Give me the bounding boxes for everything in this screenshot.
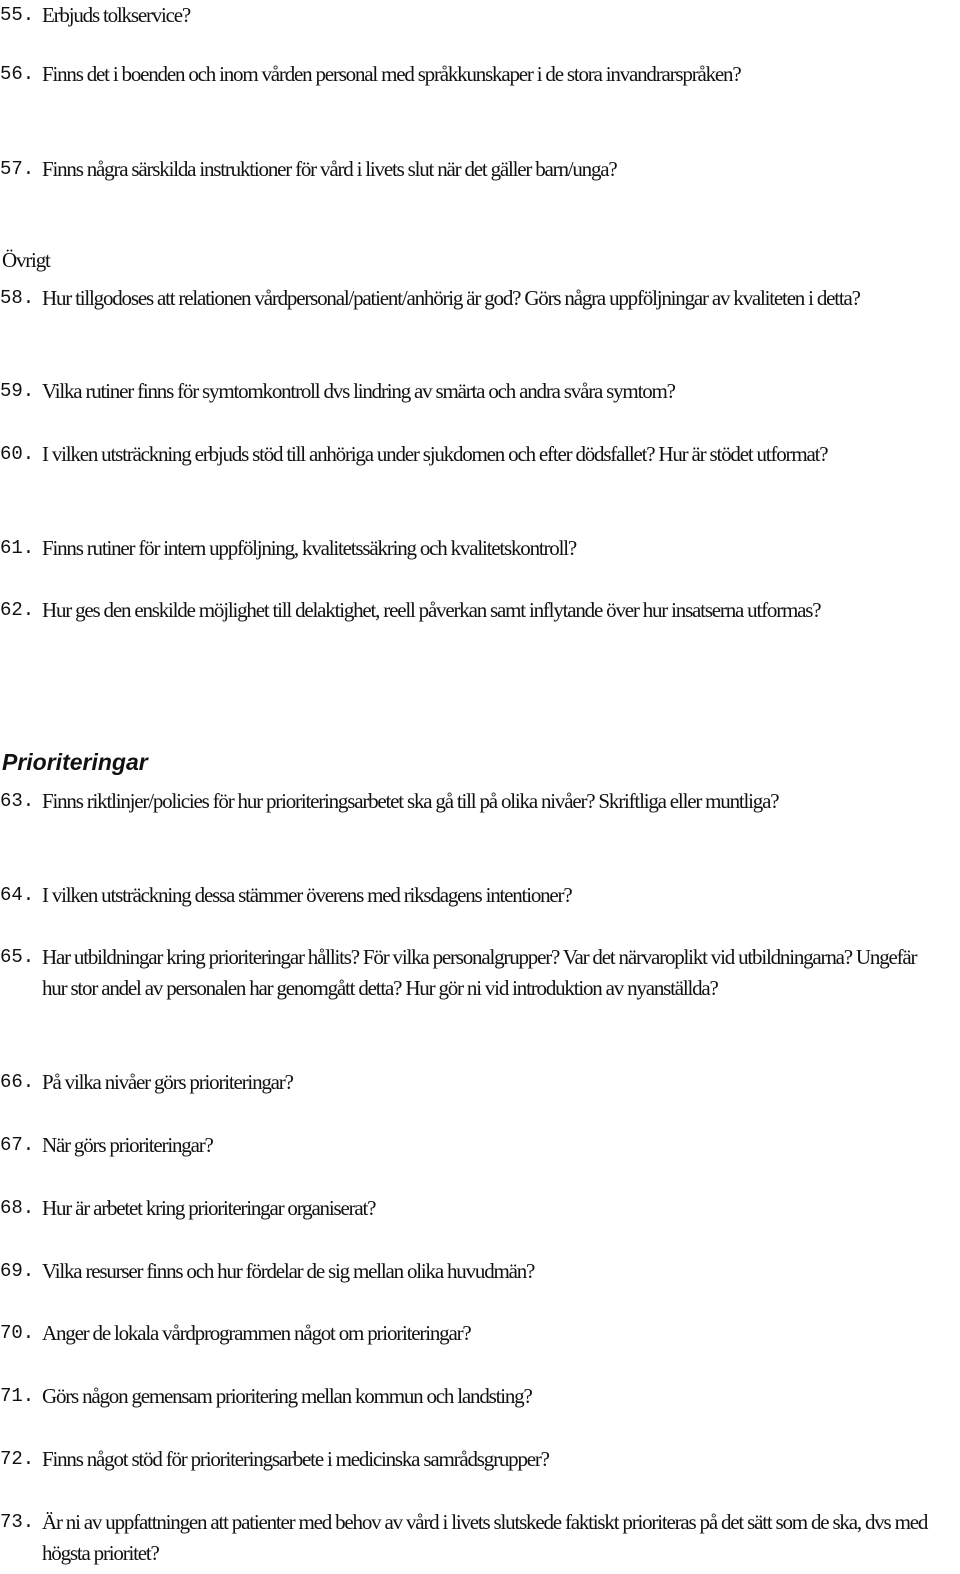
question-60 [0, 439, 940, 470]
question-text: Hur tillgodoses att relationen vårdpersonal/patient/anhörig är god? Görs några uppföljningar av kvaliteten i detta? [42, 286, 860, 310]
question-text: Finns rutiner för intern uppföljning, kvalitetssäkring och kvalitetskontroll? [42, 536, 576, 560]
question-text: Finns något stöd för prioriteringsarbete i medicinska samrådsgrupper? [42, 1447, 549, 1471]
question-text: Finns riktlinjer/policies för hur prioriteringsarbetet ska gå till på olika nivåer? Skriftliga eller muntliga? [42, 789, 779, 813]
question-text: Är ni av uppfattningen att patienter med behov av vård i livets slutskede faktiskt prioriteras på det sätt som de ska, dvs med högsta prioritet? [42, 1510, 928, 1565]
question-69 [0, 1256, 940, 1287]
question-number: 71. [0, 1385, 35, 1407]
question-number: 62. [0, 599, 35, 621]
question-58 [0, 283, 940, 314]
question-72 [0, 1444, 940, 1475]
question-number: 63. [0, 790, 35, 812]
question-number: 60. [0, 443, 35, 465]
question-65 [0, 942, 940, 1004]
question-55 [0, 0, 940, 31]
question-number: 67. [0, 1134, 35, 1156]
question-number: 57. [0, 158, 35, 180]
question-text: Finns några särskilda instruktioner för vård i livets slut när det gäller barn/unga? [42, 157, 617, 181]
question-number: 70. [0, 1322, 35, 1344]
question-66 [0, 1067, 940, 1098]
question-text: Vilka rutiner finns för symtomkontroll dvs lindring av smärta och andra svåra symtom? [42, 379, 675, 403]
question-73 [0, 1507, 940, 1569]
section-title-ovrigt: Övrigt [2, 248, 50, 272]
question-number: 59. [0, 380, 35, 402]
question-61 [0, 533, 940, 564]
question-text: Hur är arbetet kring prioriteringar organiserat? [42, 1196, 376, 1220]
question-text: Finns det i boenden och inom vården personal med språkkunskaper i de stora invandrarspråken? [42, 62, 741, 86]
question-text: På vilka nivåer görs prioriteringar? [42, 1070, 293, 1094]
question-71 [0, 1381, 940, 1412]
question-number: 55. [0, 4, 35, 26]
question-number: 64. [0, 884, 35, 906]
question-text: Erbjuds tolkservice? [42, 3, 191, 27]
question-text: Har utbildningar kring prioriteringar hållits? För vilka personalgrupper? Var det närvaroplikt vid utbildningarna? Ungefär hur stor andel av personalen har genomgått detta? Hur gör ni vid introduktion av nyanställda? [42, 945, 917, 1000]
question-63 [0, 786, 940, 817]
question-number: 69. [0, 1260, 35, 1282]
question-text: Hur ges den enskilde möjlighet till delaktighet, reell påverkan samt inflytande över hur insatserna utformas? [42, 598, 821, 622]
question-text: Görs någon gemensam prioritering mellan kommun och landsting? [42, 1384, 532, 1408]
question-number: 66. [0, 1071, 35, 1093]
section-heading-prioriteringar: Prioriteringar [2, 749, 148, 775]
question-57 [0, 154, 940, 185]
question-text: Anger de lokala vårdprogrammen något om prioriteringar? [42, 1321, 471, 1345]
question-68 [0, 1193, 940, 1224]
question-59 [0, 376, 940, 407]
question-70 [0, 1318, 940, 1349]
question-number: 56. [0, 63, 35, 85]
question-number: 65. [0, 946, 35, 968]
question-text: I vilken utsträckning erbjuds stöd till anhöriga under sjukdomen och efter dödsfallet? Hur är stödet utformat? [42, 442, 828, 466]
question-56 [0, 59, 940, 90]
question-number: 58. [0, 287, 35, 309]
question-text: I vilken utsträckning dessa stämmer överens med riksdagens intentioner? [42, 883, 572, 907]
question-number: 72. [0, 1448, 35, 1470]
question-text: När görs prioriteringar? [42, 1133, 213, 1157]
question-67 [0, 1130, 940, 1161]
question-text: Vilka resurser finns och hur fördelar de sig mellan olika huvudmän? [42, 1259, 535, 1283]
question-62 [0, 595, 940, 626]
question-number: 61. [0, 537, 35, 559]
question-number: 68. [0, 1197, 35, 1219]
question-number: 73. [0, 1511, 35, 1533]
question-64 [0, 880, 940, 911]
